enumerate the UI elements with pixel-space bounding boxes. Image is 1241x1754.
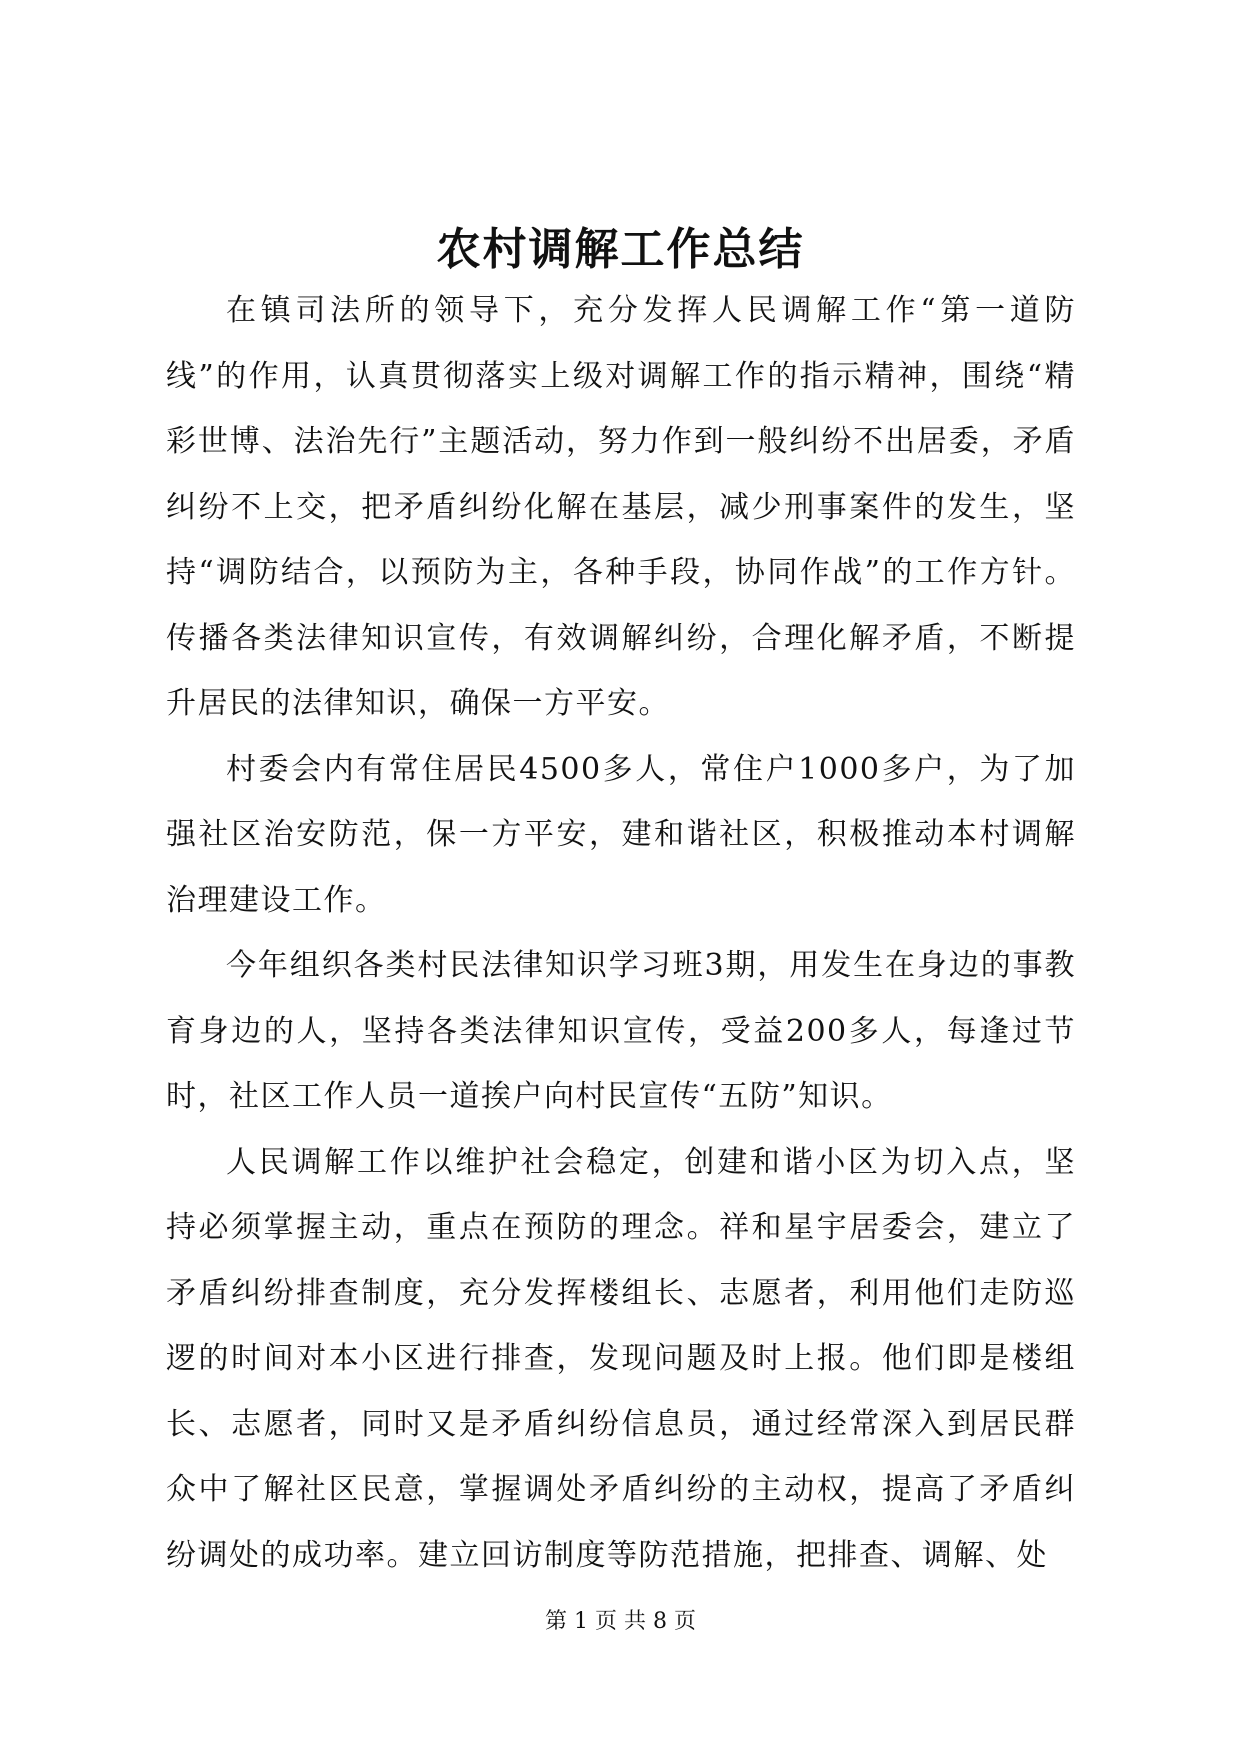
document-title: 农村调解工作总结 bbox=[436, 224, 805, 275]
document-body bbox=[166, 278, 1076, 1588]
paragraph: 人民调解工作以维护社会稳定，创建和谐小区为切入点，坚持必须掌握主动，重点在预防的理念。祥和星宇居委会，建立了矛盾纠纷排查制度，充分发挥楼组长、志愿者，利用他们走防巡逻的时间对本小区进行排查，发现问题及时上报。他们即是楼组长、志愿者，同时又是矛盾纠纷信息员，通过经常深入到居民群众中了解社区民意，掌握调处矛盾纠纷的主动权，提高了矛盾纠纷调处的成功率。建立回访制度等防范措施，把排查、调解、处 bbox=[166, 1144, 1076, 1573]
paragraph: 在镇司法所的领导下，充分发挥人民调解工作“第一道防线”的作用，认真贯彻落实上级对调解工作的指示精神，围绕“精彩世博、法治先行”主题活动，努力作到一般纠纷不出居委，矛盾纠纷不上交，把矛盾纠纷化解在基层，减少刑事案件的发生，坚持“调防结合，以预防为主，各种手段，协同作战”的工作方针。传播各类法律知识宣传，有效调解纠纷，合理化解矛盾，不断提升居民的法律知识，确保一方平安。 bbox=[166, 293, 1076, 721]
paragraph: 今年组织各类村民法律知识学习班3期，用发生在身边的事教育身边的人，坚持各类法律知识宣传，受益200多人，每逢过节时，社区工作人员一道挨户向村民宣传“五防”知识。 bbox=[166, 948, 1076, 1114]
paragraph: 村委会内有常住居民4500多人，常住户1000多户，为了加强社区治安防范，保一方平安，建和谐社区，积极推动本村调解治理建设工作。 bbox=[166, 751, 1076, 918]
page-number-footer: 第 1 页 共 8 页 bbox=[545, 1609, 696, 1634]
